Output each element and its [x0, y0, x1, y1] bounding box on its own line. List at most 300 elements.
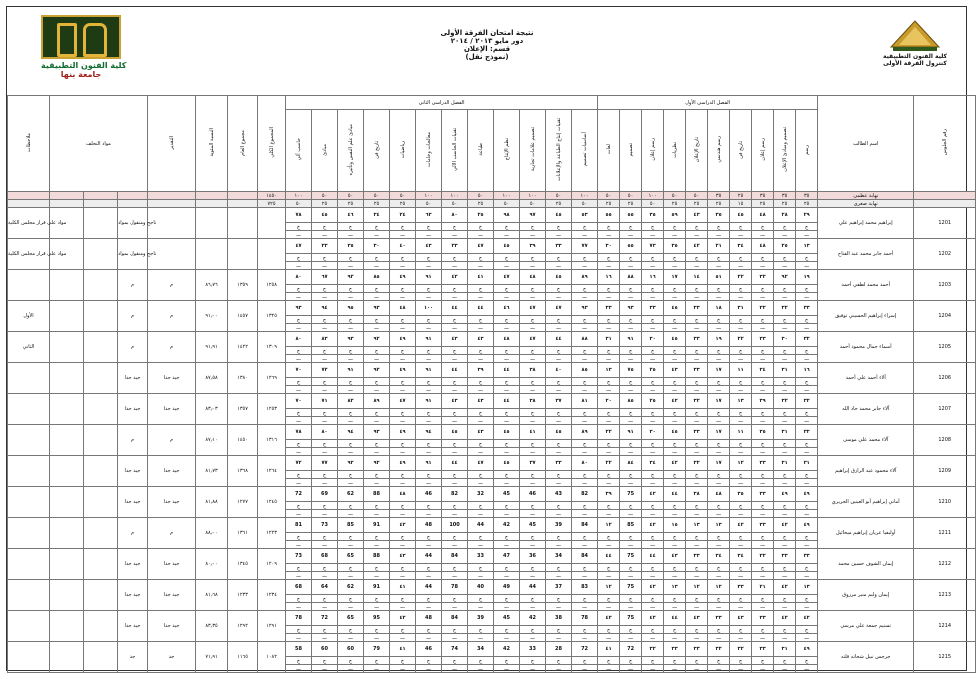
- student-name: آلاء محمود عبد الرازق إبراهيم: [818, 456, 914, 487]
- dash-cell: ـــ: [642, 479, 664, 487]
- t1-score: ٨٨: [620, 270, 642, 285]
- grade-letter: ج: [598, 564, 620, 572]
- dash-cell: ـــ: [642, 386, 664, 394]
- dash-cell: ـــ: [620, 572, 642, 580]
- t2-score: 45: [520, 518, 546, 533]
- t2-score: ٤٤: [494, 363, 520, 378]
- min-blank: [196, 200, 228, 208]
- grade-letter: ج: [390, 471, 416, 479]
- t1-subject-label: رسم هندسي: [715, 136, 722, 163]
- notes-cell: [8, 642, 50, 673]
- t2-score: ٤٤: [442, 456, 468, 471]
- dash-cell: ـــ: [286, 293, 312, 301]
- t1-score: ٢١: [752, 580, 774, 595]
- grade-letter: ج: [598, 409, 620, 417]
- max-blank: [148, 192, 196, 200]
- seat-number: 1209: [914, 456, 976, 487]
- t1-score: ٣٢: [708, 642, 730, 657]
- dash-cell: ـــ: [520, 448, 546, 456]
- dash-cell: ـــ: [390, 603, 416, 611]
- grade-letter: ج: [796, 223, 818, 231]
- percent-cell: [196, 208, 228, 239]
- t1-subject-label: تصميم: [627, 142, 634, 157]
- grade-letter: ج: [752, 657, 774, 665]
- grade-letter: ج: [390, 316, 416, 324]
- grade-letter: ج: [442, 378, 468, 386]
- grade-letter: ج: [312, 564, 338, 572]
- table-row: [8, 549, 976, 564]
- percent-cell: ٧١٫٩١: [196, 642, 228, 673]
- grade-letter: ج: [494, 626, 520, 634]
- dash-cell: ـــ: [642, 572, 664, 580]
- carry-cell: جيد جدا: [118, 363, 148, 394]
- dash-cell: ـــ: [494, 355, 520, 363]
- t1-score: ٣٣: [752, 332, 774, 347]
- t1-subject-label: لغات: [605, 144, 612, 155]
- t2-subject: [468, 110, 494, 192]
- total-cell: ١٣٢٥: [258, 301, 286, 332]
- t1-score: ٥٥: [620, 208, 642, 223]
- dash-cell: ـــ: [572, 634, 598, 642]
- dash-cell: ـــ: [620, 293, 642, 301]
- dash-cell: ـــ: [338, 541, 364, 549]
- carry-cell: [50, 549, 84, 580]
- grade-letter: ج: [642, 316, 664, 324]
- col-total-prev: [228, 96, 258, 192]
- min-t2-value: ٢٥: [546, 200, 572, 208]
- notes-cell: [8, 270, 50, 301]
- university-logo: [870, 19, 960, 67]
- dash-cell: ـــ: [468, 386, 494, 394]
- t2-score: ٨٠: [312, 425, 338, 440]
- grade-letter: ج: [598, 254, 620, 262]
- sheet-header: [7, 7, 966, 96]
- seat-number: 1213: [914, 580, 976, 611]
- min-t1-value: ٢٥: [774, 200, 796, 208]
- grade-letter: ج: [708, 564, 730, 572]
- grade-letter: ج: [796, 471, 818, 479]
- grade-letter: ج: [468, 254, 494, 262]
- dash-cell: ـــ: [468, 572, 494, 580]
- t2-score: 78: [572, 611, 598, 626]
- grade-letter: ج: [364, 595, 390, 603]
- t2-score: ٤٨: [390, 301, 416, 316]
- dash-cell: ـــ: [364, 510, 390, 518]
- t2-score: 60: [312, 642, 338, 657]
- t2-score: ٤٥: [442, 425, 468, 440]
- t1-score: ٣٢: [752, 301, 774, 316]
- t2-score: ٣٨: [520, 394, 546, 409]
- grade-letter: ج: [494, 285, 520, 293]
- t1-score: ١٧: [708, 425, 730, 440]
- dash-cell: ـــ: [494, 448, 520, 456]
- t2-score: 85: [338, 518, 364, 533]
- dash-cell: ـــ: [494, 479, 520, 487]
- dash-cell: ـــ: [642, 324, 664, 332]
- dash-cell: ـــ: [686, 479, 708, 487]
- prev-total-cell: ١٣٥٧: [228, 394, 258, 425]
- t2-score: ٤٢: [390, 611, 416, 626]
- t2-score: ٦٧: [312, 270, 338, 285]
- dash-cell: ـــ: [520, 510, 546, 518]
- grade-letter: ج: [286, 223, 312, 231]
- grade-letter: ج: [642, 657, 664, 665]
- min-label: نهاية صغرى: [818, 200, 914, 208]
- grade-letter: ج: [468, 626, 494, 634]
- total-cell: ١٣٠٩: [258, 332, 286, 363]
- max-blank: [914, 192, 976, 200]
- dash-cell: ـــ: [572, 603, 598, 611]
- t1-score: ٢٢: [598, 425, 620, 440]
- t1-score: ١١: [730, 425, 752, 440]
- term1-header: الفصل الدراسى الأول: [598, 96, 818, 110]
- t2-score: 32: [468, 487, 494, 502]
- t1-score: ٤٤: [664, 487, 686, 502]
- t1-score: ٣١: [598, 332, 620, 347]
- t2-score: ٩٣: [364, 425, 390, 440]
- t1-score: ٤٢: [642, 611, 664, 626]
- grade-letter: ج: [338, 409, 364, 417]
- dash-cell: ـــ: [598, 262, 620, 270]
- carry-cell: [84, 456, 118, 487]
- dash-cell: ـــ: [286, 324, 312, 332]
- t2-score: 68: [312, 549, 338, 564]
- t1-score: ٣٤: [752, 363, 774, 378]
- t1-subject: [708, 110, 730, 192]
- t2-score: ٩٤: [416, 425, 442, 440]
- t2-score: ٣٧: [520, 456, 546, 471]
- t2-score: 44: [416, 580, 442, 595]
- t2-score: ٧٧: [572, 239, 598, 254]
- dash-cell: ـــ: [390, 448, 416, 456]
- t2-score: 82: [572, 487, 598, 502]
- dash-cell: ـــ: [468, 355, 494, 363]
- t2-score: 45: [494, 487, 520, 502]
- dash-cell: ـــ: [546, 665, 572, 673]
- grade-letter: ج: [620, 378, 642, 386]
- dash-cell: ـــ: [416, 231, 442, 239]
- t2-score: ١٠٠: [416, 301, 442, 316]
- grade-cell: م: [148, 425, 196, 456]
- dash-cell: ـــ: [442, 324, 468, 332]
- grade-letter: ج: [416, 440, 442, 448]
- dash-cell: ـــ: [664, 386, 686, 394]
- dash-cell: ـــ: [796, 293, 818, 301]
- grade-letter: ج: [312, 626, 338, 634]
- t2-score: ٩٨: [494, 208, 520, 223]
- dash-cell: ـــ: [416, 293, 442, 301]
- max-blank: [196, 192, 228, 200]
- min-t2-value: ٥٠: [286, 200, 312, 208]
- dash-cell: ـــ: [520, 479, 546, 487]
- t1-subject-label: تصميم ومبادئ الإعلان: [781, 127, 788, 172]
- table-row: [8, 301, 976, 316]
- dash-cell: ـــ: [796, 386, 818, 394]
- t2-score: ٤٥: [494, 239, 520, 254]
- grade-letter: ج: [642, 502, 664, 510]
- dash-cell: ـــ: [468, 231, 494, 239]
- t1-score: ٤٩: [796, 642, 818, 657]
- t1-subject: [642, 110, 664, 192]
- t1-score: ٤٥: [664, 301, 686, 316]
- grade-letter: ج: [774, 347, 796, 355]
- t1-score: ٧٥: [620, 363, 642, 378]
- grade-letter: ج: [686, 533, 708, 541]
- t2-score: ٤٥: [312, 208, 338, 223]
- min-t1-value: ٢٥: [796, 200, 818, 208]
- dash-cell: ـــ: [686, 355, 708, 363]
- col-percent: [196, 96, 228, 192]
- t2-score: ٤٤: [442, 363, 468, 378]
- grade-letter: ج: [796, 564, 818, 572]
- grade-letter: ج: [752, 471, 774, 479]
- t1-score: ٤٢: [642, 518, 664, 533]
- t1-score: ١٧: [708, 394, 730, 409]
- grade-letter: ج: [494, 316, 520, 324]
- t2-score: ٩١: [338, 363, 364, 378]
- dash-cell: ـــ: [364, 355, 390, 363]
- dash-cell: ـــ: [442, 603, 468, 611]
- student-name: إيمان وليم منير مرزوق: [818, 580, 914, 611]
- dash-cell: ـــ: [416, 324, 442, 332]
- dash-cell: ـــ: [442, 665, 468, 673]
- grade-letter: ج: [620, 409, 642, 417]
- max-t1-value: ٢٥: [730, 192, 752, 200]
- dash-cell: ـــ: [416, 479, 442, 487]
- t2-score: ٤٧: [520, 332, 546, 347]
- t1-score: ١٥: [664, 518, 686, 533]
- grade-letter: ج: [520, 595, 546, 603]
- col-total-prev-label: مجموع العام: [239, 129, 246, 156]
- dash-cell: ـــ: [774, 634, 796, 642]
- grade-letter: ج: [390, 533, 416, 541]
- max-t2-value: ١٠٠: [520, 192, 546, 200]
- dash-cell: ـــ: [708, 541, 730, 549]
- t2-score: ٦٣: [416, 208, 442, 223]
- carry-cell: [50, 580, 84, 611]
- carry-cell: م: [118, 332, 148, 363]
- t2-score: ٤٩: [390, 270, 416, 285]
- dash-cell: ـــ: [774, 386, 796, 394]
- max-label: نهاية عظمى: [818, 192, 914, 200]
- t1-score: ١٣: [686, 518, 708, 533]
- dash-cell: ـــ: [752, 355, 774, 363]
- grade-letter: ج: [416, 223, 442, 231]
- t1-score: ١٦: [642, 270, 664, 285]
- dash-cell: ـــ: [312, 603, 338, 611]
- prev-total-cell: ١٢٧٧: [228, 487, 258, 518]
- t2-score: ٨٠: [286, 270, 312, 285]
- dash-cell: ـــ: [664, 355, 686, 363]
- grade-cell: م: [148, 301, 196, 332]
- dash-cell: ـــ: [796, 417, 818, 425]
- t1-subject: [730, 110, 752, 192]
- grade-letter: ج: [520, 223, 546, 231]
- grade-letter: ج: [520, 378, 546, 386]
- grade-letter: ج: [364, 657, 390, 665]
- grade-letter: ج: [416, 347, 442, 355]
- grade-letter: ج: [642, 533, 664, 541]
- grade-letter: ج: [520, 409, 546, 417]
- dash-cell: ـــ: [686, 665, 708, 673]
- grade-letter: ج: [642, 626, 664, 634]
- grade-letter: ج: [546, 564, 572, 572]
- t2-score: ٧٨: [286, 425, 312, 440]
- dash-cell: ـــ: [546, 510, 572, 518]
- dash-cell: ـــ: [338, 386, 364, 394]
- seat-number: 1204: [914, 301, 976, 332]
- dash-cell: ـــ: [708, 355, 730, 363]
- carry-cell: [50, 270, 84, 301]
- dash-cell: ـــ: [730, 293, 752, 301]
- dash-cell: ـــ: [312, 262, 338, 270]
- grade-letter: ج: [286, 378, 312, 386]
- max-t2-value: ٥٠: [312, 192, 338, 200]
- grade-letter: ج: [572, 223, 598, 231]
- dash-cell: ـــ: [416, 634, 442, 642]
- dash-cell: ـــ: [664, 262, 686, 270]
- t1-score: ٣٣: [730, 580, 752, 595]
- grade-letter: ج: [708, 471, 730, 479]
- grade-letter: ج: [642, 378, 664, 386]
- t2-score: ٩٢: [364, 456, 390, 471]
- t2-score: 68: [286, 580, 312, 595]
- grade-letter: ج: [708, 657, 730, 665]
- dash-cell: ـــ: [686, 510, 708, 518]
- carry-cell: [84, 549, 118, 580]
- dash-cell: ـــ: [364, 634, 390, 642]
- grade-letter: ج: [364, 285, 390, 293]
- dash-cell: ـــ: [752, 510, 774, 518]
- t2-score: 48: [416, 518, 442, 533]
- grade-letter: ج: [442, 595, 468, 603]
- t1-score: ٢٢: [730, 270, 752, 285]
- dash-cell: ـــ: [642, 262, 664, 270]
- grade-letter: ج: [390, 254, 416, 262]
- student-name: إيمان الشوف حسين محمد: [818, 549, 914, 580]
- t1-score: ٥٩: [664, 208, 686, 223]
- t1-score: ٢٢: [598, 456, 620, 471]
- grade-letter: ج: [468, 347, 494, 355]
- dash-cell: ـــ: [364, 262, 390, 270]
- t2-score: ٤٧: [468, 456, 494, 471]
- t2-score: ٤٩: [390, 425, 416, 440]
- grade-letter: ج: [442, 316, 468, 324]
- min-t2-value: ٥٠: [520, 200, 546, 208]
- grade-letter: ج: [312, 409, 338, 417]
- t1-score: ٤٥: [664, 425, 686, 440]
- grade-letter: ج: [620, 471, 642, 479]
- dash-cell: ـــ: [520, 603, 546, 611]
- t1-score: ٣٢: [774, 301, 796, 316]
- t2-subject-label: نظم الإنتاج: [503, 138, 510, 161]
- dash-cell: ـــ: [494, 262, 520, 270]
- dash-cell: ـــ: [286, 231, 312, 239]
- dash-cell: ـــ: [752, 262, 774, 270]
- notes-cell: مواد على قرار مجلس الكلية: [8, 239, 50, 270]
- table-row: [8, 642, 976, 657]
- t2-score: ٤١: [520, 425, 546, 440]
- t1-score: ٢٩: [796, 208, 818, 223]
- dash-cell: ـــ: [546, 386, 572, 394]
- carry-cell: [50, 518, 84, 549]
- max-t2-value: ٥٠: [468, 192, 494, 200]
- grade-letter: ج: [364, 347, 390, 355]
- dash-cell: ـــ: [774, 324, 796, 332]
- t2-score: ٣٤: [364, 208, 390, 223]
- dash-cell: ـــ: [686, 634, 708, 642]
- t2-subject: [520, 110, 546, 192]
- grade-letter: ج: [546, 440, 572, 448]
- t1-score: ٢٥: [642, 363, 664, 378]
- dash-cell: ـــ: [338, 417, 364, 425]
- t1-score: ٣٣: [598, 301, 620, 316]
- dash-cell: ـــ: [494, 324, 520, 332]
- t1-subject: [752, 110, 774, 192]
- dash-cell: ـــ: [664, 417, 686, 425]
- dash-cell: ـــ: [312, 479, 338, 487]
- dash-cell: ـــ: [286, 665, 312, 673]
- grade-letter: ج: [796, 254, 818, 262]
- carry-cell: [50, 642, 84, 673]
- table-row: [8, 425, 976, 440]
- dash-cell: ـــ: [520, 293, 546, 301]
- t2-score: ٤٣: [442, 394, 468, 409]
- min-t1-value: ١٥: [730, 200, 752, 208]
- t2-score: ٤٨: [520, 270, 546, 285]
- student-name: جرجس نبيل شحاته قلته: [818, 642, 914, 673]
- min-t1-value: ٢٥: [664, 200, 686, 208]
- dash-cell: ـــ: [572, 231, 598, 239]
- t1-score: ١١: [730, 363, 752, 378]
- table-row: [8, 239, 976, 254]
- dash-cell: ـــ: [338, 262, 364, 270]
- grade-letter: ج: [796, 657, 818, 665]
- grade-letter: ج: [546, 502, 572, 510]
- right-logo-line-2: كنترول الفرقة الأولى: [883, 60, 947, 67]
- notes-cell: [8, 518, 50, 549]
- grade-letter: ج: [664, 316, 686, 324]
- t2-score: ٨٢: [338, 394, 364, 409]
- dash-cell: ـــ: [390, 355, 416, 363]
- dash-cell: ـــ: [494, 541, 520, 549]
- t2-score: ٤٧: [494, 270, 520, 285]
- grade-letter: ج: [520, 285, 546, 293]
- grade-letter: ج: [796, 533, 818, 541]
- carry-cell: [50, 456, 84, 487]
- notes-cell: مواد على قرار مجلس الكلية: [8, 208, 50, 239]
- dash-cell: ـــ: [664, 665, 686, 673]
- dash-cell: ـــ: [620, 386, 642, 394]
- t1-score: ٢٨: [774, 208, 796, 223]
- t1-score: ٣٣: [708, 611, 730, 626]
- grade-letter: ج: [468, 285, 494, 293]
- dash-cell: ـــ: [546, 448, 572, 456]
- grade-letter: ج: [664, 564, 686, 572]
- t1-score: ٢٠: [598, 394, 620, 409]
- grade-letter: ج: [546, 471, 572, 479]
- grade-letter: ج: [620, 502, 642, 510]
- notes-cell: الثاني: [8, 332, 50, 363]
- t1-score: ٣١: [796, 456, 818, 471]
- grade-letter: ج: [286, 564, 312, 572]
- table-row: [8, 394, 976, 409]
- grade-letter: ج: [416, 657, 442, 665]
- t2-score: ٨٥: [572, 363, 598, 378]
- t1-score: ٧٣: [642, 239, 664, 254]
- total-cell: ١٢٦٤: [258, 456, 286, 487]
- dash-cell: ـــ: [664, 510, 686, 518]
